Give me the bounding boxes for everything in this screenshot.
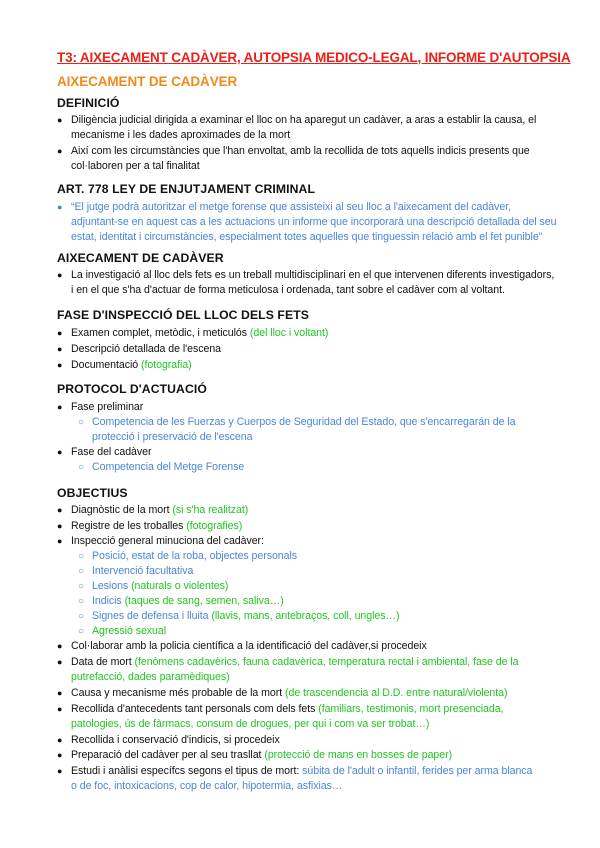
- list-item: ● Descripció detallada de l'escena: [71, 342, 221, 357]
- bullet-icon: ●: [57, 146, 63, 156]
- bullet-icon: ●: [57, 270, 63, 280]
- bullet-icon: ●: [57, 447, 63, 457]
- bullet-icon: ●: [57, 360, 63, 370]
- section-subtitle: AIXECAMENT DE CADÀVER: [57, 74, 238, 89]
- bullet-icon: ●: [57, 505, 63, 515]
- list-item: ● Examen complet, metòdic, i meticulós (del lloc i voltant): [71, 326, 328, 341]
- list-item: ● Registre de les troballes (fotografies): [71, 519, 242, 534]
- list-item: ● Diligència judicial dirigida a examinar el lloc on ha aparegut un cadàver, a aras a establir la causa, el: [71, 113, 536, 128]
- list-item: ● Fase preliminar: [71, 400, 143, 415]
- list-item-continuation: mecanisme i les dades aproximades de la mort: [71, 129, 291, 141]
- sub-list-item: ○ Signes de defensa i lluita (llavis, mans, antebraços, coll, ungles…): [92, 609, 400, 624]
- bullet-icon: ●: [57, 735, 63, 745]
- sub-list-item: ○ Intervenció facultativa: [92, 564, 193, 579]
- bullet-icon: ●: [57, 688, 63, 698]
- bullet-icon: ●: [57, 402, 63, 412]
- document-title: T3: AIXECAMENT CADÀVER, AUTOPSIA MEDICO-LEGAL, INFORME D'AUTOPSIA: [57, 50, 571, 65]
- bullet-icon: ●: [57, 521, 63, 531]
- circle-bullet-icon: ○: [78, 417, 84, 428]
- bullet-icon: ●: [57, 766, 63, 776]
- circle-bullet-icon: ○: [78, 581, 84, 592]
- list-item: ● Estudi i anàlisi específcs segons el tipus de mort: súbita de l'adult o infantil, ferides per arma blanca: [71, 764, 532, 779]
- bullet-icon: ●: [57, 704, 63, 714]
- bullet-icon: ●: [57, 202, 63, 212]
- heading-protocol: PROTOCOL D'ACTUACIÓ: [57, 382, 207, 396]
- list-item-continuation: patologies, ús de fàrmacs, consum de drogues, per qui i com va ser trobat…): [71, 718, 430, 730]
- bullet-icon: ●: [57, 641, 63, 651]
- sub-list-item: ○ Agressió sexual: [92, 624, 166, 639]
- circle-bullet-icon: ○: [78, 551, 84, 562]
- heading-definicio: DEFINICIÓ: [57, 96, 120, 110]
- bullet-icon: ●: [57, 115, 63, 125]
- list-item: ● Col·laborar amb la policia científica a la identificació del cadàver,si procedeix: [71, 639, 427, 654]
- list-item-continuation: o de foc, intoxicacions, cop de calor, hipotermia, asfixias…: [71, 780, 343, 792]
- list-item: ● Data de mort (fenòmens cadavèrics, fauna cadavèrica, temperatura rectal i ambiental, fase de la: [71, 655, 519, 670]
- list-item-continuation: putrefacció, dades paramèdiques): [71, 671, 230, 683]
- list-item: ● Recollida i conservació d'indicis, si procedeix: [71, 733, 280, 748]
- list-item: ● Diagnòstic de la mort (si s'ha realitzat): [71, 503, 248, 518]
- sub-list-item: ○ Competencia de les Fuerzas y Cuerpos de Seguridad del Estado, que s'encarregarán de la: [92, 415, 516, 430]
- bullet-icon: ●: [57, 657, 63, 667]
- sub-list-item: ○ Indicis (taques de sang, semen, saliva…): [92, 594, 284, 609]
- bullet-icon: ●: [57, 536, 63, 546]
- list-item: ● Així com les circumstàncies que l'han envoltat, amb la recollida de tots aquells indicis presents que: [71, 144, 530, 159]
- list-item: ● Preparació del cadàver per al seu trasllat (protecció de mans en bosses de paper): [71, 748, 452, 763]
- circle-bullet-icon: ○: [78, 566, 84, 577]
- circle-bullet-icon: ○: [78, 611, 84, 622]
- sub-list-item: ○ Lesions (naturals o violentes): [92, 579, 228, 594]
- circle-bullet-icon: ○: [78, 462, 84, 473]
- circle-bullet-icon: ○: [78, 626, 84, 637]
- heading-aixecament: AIXECAMENT DE CADÀVER: [57, 251, 224, 265]
- bullet-icon: ●: [57, 328, 63, 338]
- quote-line: adjuntant-se en aquest cas a les actuacions un informe que incorporarà una descripció detallada del seu: [71, 216, 557, 228]
- list-item-continuation: col·laboren per a tal finalitat: [71, 160, 200, 172]
- sub-list-item: ○ Competencia del Metge Forense: [92, 460, 244, 475]
- heading-objectius: OBJECTIUS: [57, 486, 128, 500]
- bullet-icon: ●: [57, 344, 63, 354]
- list-item: ● Documentació (fotografia): [71, 358, 192, 373]
- sub-list-item: ○ Posició, estat de la roba, objectes personals: [92, 549, 297, 564]
- list-item: ● Recollida d'antecedents tant personals com dels fets (familiars, testimonis, mort presenciada,: [71, 702, 503, 717]
- list-item: ● Inspecció general minuciona del cadàver:: [71, 534, 264, 549]
- heading-fase-inspeccio: FASE D'INSPECCIÓ DEL LLOC DELS FETS: [57, 308, 309, 322]
- heading-art-778: ART. 778 LEY DE ENJUTJAMENT CRIMINAL: [57, 182, 315, 196]
- list-item-continuation: i en el que s'ha d'actuar de forma meticulosa i ordenada, tant sobre el cadàver com al voltant.: [71, 284, 505, 296]
- sub-list-item-continuation: protecció i preservació de l'escena: [92, 431, 253, 443]
- list-item: ● Causa y mecanisme més probable de la mort (de trascendencia al D.D. entre natural/violenta): [71, 686, 508, 701]
- circle-bullet-icon: ○: [78, 596, 84, 607]
- quote-line: estat, identitat i circumstàncies, especialment totes aquelles que tinguessin relació amb el fet punible”: [71, 231, 543, 243]
- bullet-icon: ●: [57, 750, 63, 760]
- quote-line: ● “El jutge podrà autoritzar el metge forense que assisteixi al seu lloc a l'aixecament del cadàver,: [71, 200, 511, 215]
- list-item: ● Fase del cadàver: [71, 445, 151, 460]
- list-item: ● La investigació al lloc dels fets es un treball multidisciplinari en el que intervenen diferents investigadors,: [71, 268, 554, 283]
